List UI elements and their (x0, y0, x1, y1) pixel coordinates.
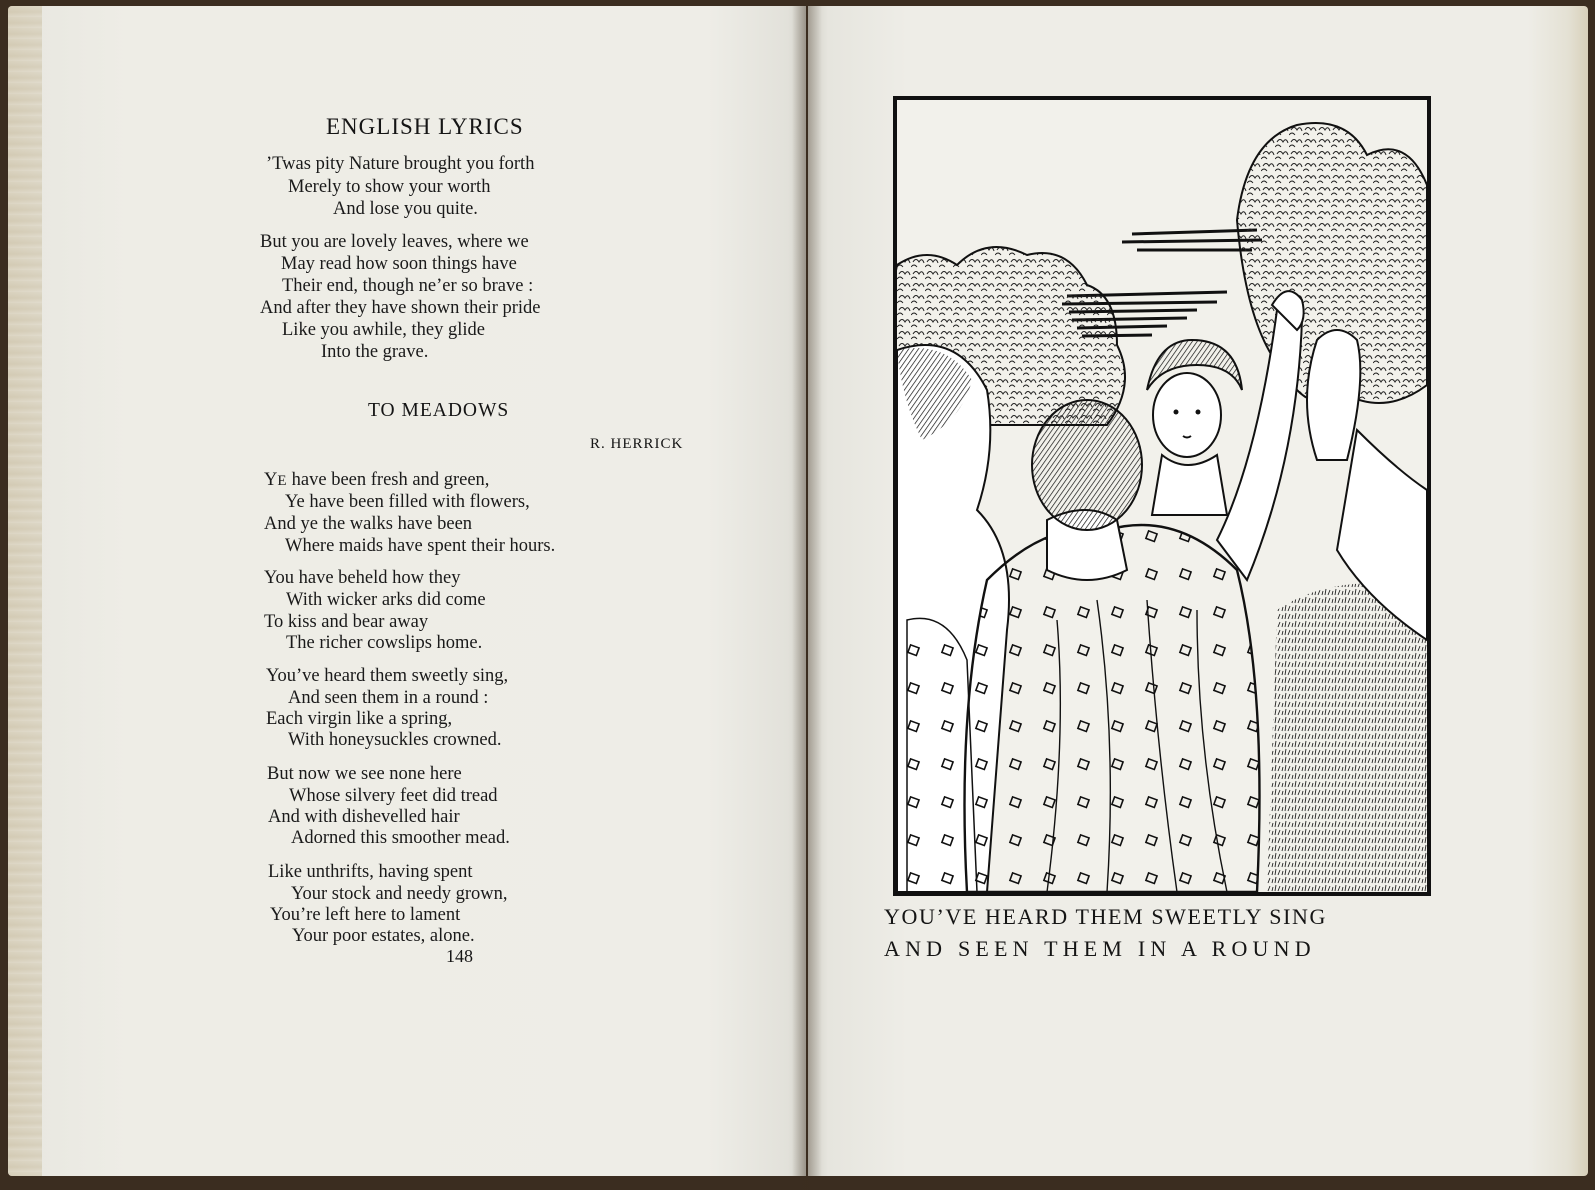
poem-line: Ye have been filled with flowers, (285, 492, 530, 512)
dancing-maidens-illustration (897, 100, 1427, 892)
poem-line: With honeysuckles crowned. (288, 730, 502, 750)
poem-first-line (264, 470, 489, 491)
poem-title: TO MEADOWS (368, 400, 510, 421)
poem-line: But you are lovely leaves, where we (260, 232, 529, 252)
poem-line: And lose you quite. (333, 199, 478, 219)
poem-line: ’Twas pity Nature brought you forth (266, 154, 535, 174)
illustration-caption-line-2: AND SEEN THEM IN A ROUND (884, 936, 1316, 961)
poem-line: Whose silvery feet did tread (289, 786, 498, 806)
illustration-plate (893, 96, 1431, 896)
poem-line: Each virgin like a spring, (266, 709, 453, 729)
poem-line: You’re left here to lament (270, 905, 461, 925)
page-edge (8, 6, 42, 1176)
poem-line: May read how soon things have (281, 254, 517, 274)
initial-capital: Y (264, 470, 278, 490)
poem-line: Your stock and needy grown, (291, 884, 508, 904)
poem-line: Adorned this smoother mead. (291, 828, 510, 848)
poem-line: Where maids have spent their hours. (285, 536, 556, 556)
poem-line: Your poor estates, alone. (292, 926, 475, 946)
poem-line: Into the grave. (321, 342, 429, 362)
first-line-text: have been fresh and green, (287, 470, 490, 490)
page-number: 148 (446, 946, 473, 966)
poem-line: The richer cowslips home. (286, 633, 483, 653)
poem-line: Their end, though ne’er so brave : (282, 276, 534, 296)
right-page (808, 6, 1588, 1176)
poem-line: And seen them in a round : (288, 688, 489, 708)
poem-line: Like you awhile, they glide (282, 320, 485, 340)
poem-line: And after they have shown their pride (260, 298, 541, 318)
poem-author: R. HERRICK (590, 436, 684, 452)
poem-line: You have beheld how they (264, 568, 461, 588)
poem-line: With wicker arks did come (286, 590, 486, 610)
initial-smallcap: E (277, 473, 288, 489)
poem-line: But now we see none here (267, 764, 462, 784)
left-page (8, 6, 806, 1176)
poem-line: And with dishevelled hair (268, 807, 460, 827)
poem-line: To kiss and bear away (264, 612, 429, 632)
illustration-caption-line-1: YOU’VE HEARD THEM SWEETLY SING (884, 904, 1327, 929)
running-head: ENGLISH LYRICS (326, 114, 524, 139)
poem-line: Merely to show your worth (288, 177, 491, 197)
poem-line: And ye the walks have been (264, 514, 473, 534)
poem-line: You’ve heard them sweetly sing, (266, 666, 509, 686)
poem-line: Like unthrifts, having spent (268, 862, 473, 882)
